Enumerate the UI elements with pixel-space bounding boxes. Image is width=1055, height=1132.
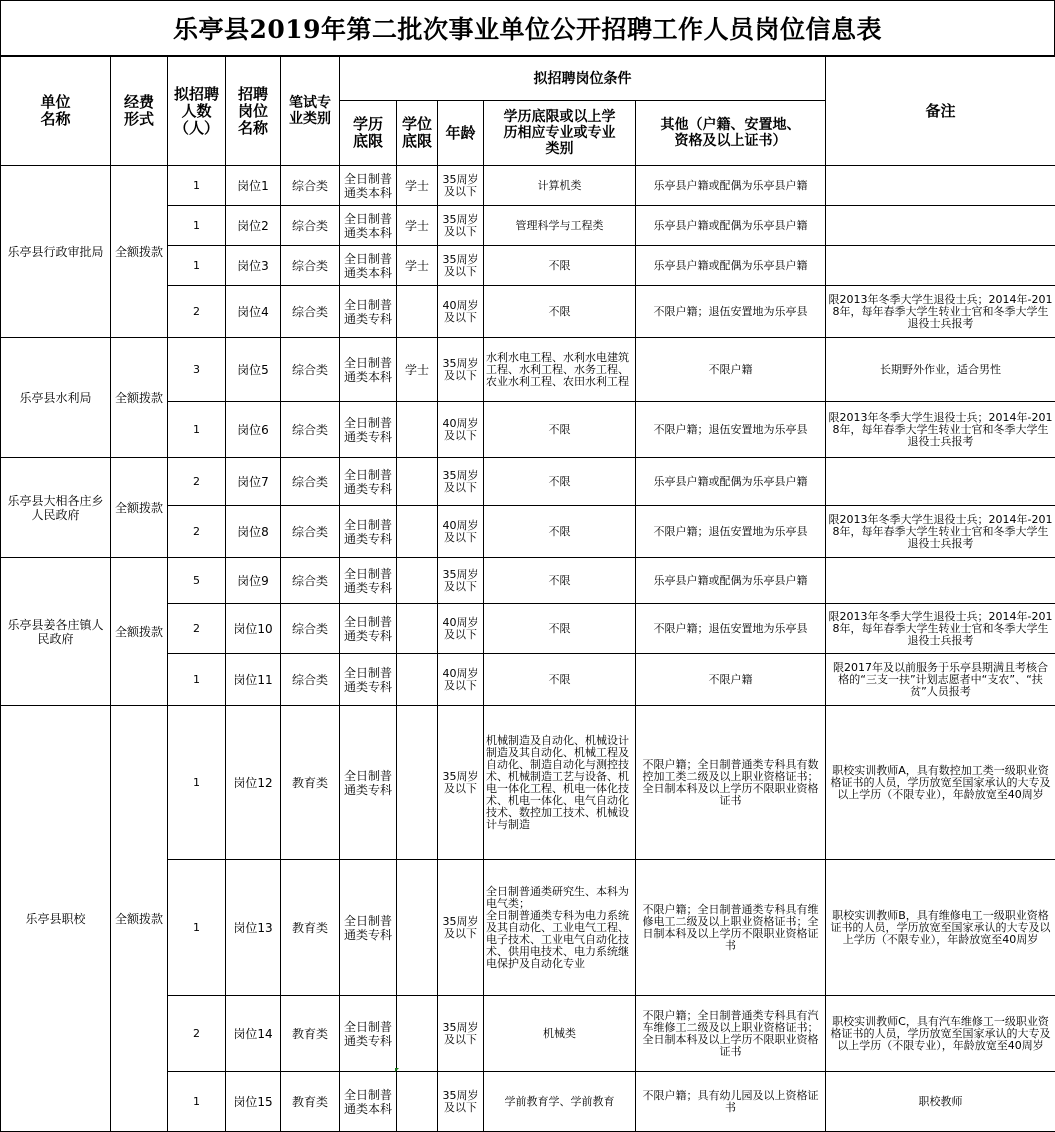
remark-cell: 职校实训教师C，具有汽车维修工一级职业资格证书的人员，学历放宽至国家承认的大专及以上学历（不限专业），年龄放宽至40周岁 [826,996,1055,1072]
other-cell: 不限户籍；全日制普通类专科具有维修电工二级及以上职业资格证书；全日制本科及以上学历不限职业资格证书 [636,860,826,996]
unit-name-cell: 乐亭县行政审批局 [1,166,111,338]
edu-cell: 全日制普通类本科 [340,338,397,402]
position-cell: 岗位4 [226,286,281,338]
remark-cell: 限2013年冬季大学生退役士兵；2014年-2018年，每年春季大学生转业士官和冬季大学生退役士兵报考 [826,286,1055,338]
count-cell: 1 [168,166,226,206]
remark-cell: 限2013年冬季大学生退役士兵；2014年-2018年，每年春季大学生转业士官和冬季大学生退役士兵报考 [826,604,1055,654]
other-cell: 乐亭县户籍或配偶为乐亭县户籍 [636,166,826,206]
funding-cell: 全额拨款 [111,338,168,458]
exam-cell: 综合类 [281,206,340,246]
header-unit: 单位 名称 [1,57,111,166]
major-cell: 管理科学与工程类 [484,206,636,246]
other-cell: 不限户籍；全日制普通类专科具有汽车维修工二级及以上职业资格证书；全日制本科及以上学历不限职业资格证书 [636,996,826,1072]
funding-cell: 全额拨款 [111,706,168,1132]
major-cell: 水利水电工程、水利水电建筑工程、水利工程、水务工程、农业水利工程、农田水利工程 [484,338,636,402]
table-row [1,338,1055,402]
remark-cell: 限2013年冬季大学生退役士兵；2014年-2018年，每年春季大学生转业士官和冬季大学生退役士兵报考 [826,402,1055,458]
degree-cell: 学士 [397,206,438,246]
degree-cell: 学士 [397,338,438,402]
other-cell: 不限户籍；退伍安置地为乐亭县 [636,402,826,458]
header-funding: 经费 形式 [111,57,168,166]
degree-cell: 学士 [397,166,438,206]
exam-cell: 综合类 [281,338,340,402]
count-cell: 1 [168,654,226,706]
header-conditions: 拟招聘岗位条件 [340,57,826,101]
count-cell: 2 [168,506,226,558]
edu-cell: 全日制普通类专科 [340,506,397,558]
edu-cell: 全日制普通类专科 [340,996,397,1072]
remark-cell: 限2013年冬季大学生退役士兵；2014年-2018年，每年春季大学生转业士官和冬季大学生退役士兵报考 [826,506,1055,558]
unit-name-cell: 乐亭县职校 [1,706,111,1132]
header-remark: 备注 [826,57,1055,166]
major-cell: 不限 [484,558,636,604]
age-cell: 35周岁及以下 [438,246,484,286]
header-count: 拟招聘 人数 （人） [168,57,226,166]
remark-cell: 职校实训教师A，具有数控加工类一级职业资格证书的人员，学历放宽至国家承认的大专及以上学历（不限专业），年龄放宽至40周岁 [826,706,1055,860]
exam-cell: 综合类 [281,654,340,706]
degree-cell [397,706,438,860]
edu-cell: 全日制普通类专科 [340,860,397,996]
table-row [1,458,1055,506]
exam-cell: 综合类 [281,402,340,458]
table-row [1,558,1055,604]
header-age: 年龄 [438,101,484,166]
count-cell: 1 [168,1072,226,1132]
major-cell: 全日制普通类研究生、本科为电气类； 全日制普通类专科为电力系统及其自动化、工业电气工程、电子技术、工业电气自动化技术、供用电技术、电力系统继电保护及自动化专业 [484,860,636,996]
edu-cell: 全日制普通类专科 [340,654,397,706]
table-row [1,706,1055,860]
remark-cell [826,558,1055,604]
count-cell: 2 [168,458,226,506]
position-cell: 岗位9 [226,558,281,604]
count-cell: 2 [168,604,226,654]
degree-cell [397,286,438,338]
age-cell: 40周岁及以下 [438,506,484,558]
other-cell: 不限户籍 [636,654,826,706]
table-row [1,166,1055,206]
position-cell: 岗位6 [226,402,281,458]
remark-cell [826,166,1055,206]
edu-cell: 全日制普通类本科 [340,206,397,246]
other-cell: 不限户籍；退伍安置地为乐亭县 [636,506,826,558]
unit-name-cell: 乐亭县大相各庄乡人民政府 [1,458,111,558]
unit-name-cell: 乐亭县姜各庄镇人民政府 [1,558,111,706]
count-cell: 5 [168,558,226,604]
major-cell: 机械制造及自动化、机械设计制造及其自动化、机械工程及自动化、制造自动化与测控技术、机械制造工艺与设备、机电一体化工程、机电一体化技术、机电一体化、电气自动化技术、数控加工技术、机械设计与制造 [484,706,636,860]
age-cell: 35周岁及以下 [438,338,484,402]
exam-cell: 综合类 [281,166,340,206]
other-cell: 不限户籍；全日制普通类专科具有数控加工类二级及以上职业资格证书；全日制本科及以上学历不限职业资格证书 [636,706,826,860]
count-cell: 1 [168,860,226,996]
degree-cell [397,558,438,604]
major-cell: 机械类 [484,996,636,1072]
exam-cell: 综合类 [281,286,340,338]
age-cell: 40周岁及以下 [438,402,484,458]
age-cell: 40周岁及以下 [438,604,484,654]
position-cell: 岗位15 [226,1072,281,1132]
header-other: 其他（户籍、安置地、 资格及以上证书） [636,101,826,166]
edu-cell: 全日制普通类专科 [340,558,397,604]
age-cell: 35周岁及以下 [438,706,484,860]
degree-cell [397,860,438,996]
age-cell: 40周岁及以下 [438,654,484,706]
exam-cell: 教育类 [281,1072,340,1132]
exam-cell: 综合类 [281,604,340,654]
funding-cell: 全额拨款 [111,458,168,558]
edu-cell: 全日制普通类专科 [340,286,397,338]
header-position: 招聘 岗位 名称 [226,57,281,166]
count-cell: 3 [168,338,226,402]
major-cell: 计算机类 [484,166,636,206]
age-cell: 35周岁及以下 [438,558,484,604]
edu-cell: 全日制普通类专科 [340,402,397,458]
count-cell: 1 [168,246,226,286]
degree-cell [397,402,438,458]
major-cell: 不限 [484,246,636,286]
edu-cell: 全日制普通类专科 [340,458,397,506]
edu-cell: 全日制普通类专科 [340,706,397,860]
count-cell: 1 [168,206,226,246]
remark-cell: 长期野外作业，适合男性 [826,338,1055,402]
position-cell: 岗位1 [226,166,281,206]
funding-cell: 全额拨款 [111,558,168,706]
major-cell: 不限 [484,402,636,458]
position-cell: 岗位2 [226,206,281,246]
degree-cell: 学士 [397,246,438,286]
degree-cell [397,604,438,654]
header-degree: 学位 底限 [397,101,438,166]
count-cell: 1 [168,706,226,860]
edu-cell: 全日制普通类本科 [340,166,397,206]
major-cell: 学前教育学、学前教育 [484,1072,636,1132]
remark-cell [826,246,1055,286]
degree-cell [397,506,438,558]
exam-cell: 综合类 [281,458,340,506]
position-cell: 岗位7 [226,458,281,506]
other-cell: 乐亭县户籍或配偶为乐亭县户籍 [636,458,826,506]
age-cell: 35周岁及以下 [438,860,484,996]
exam-cell: 综合类 [281,246,340,286]
exam-cell: 教育类 [281,860,340,996]
exam-cell: 教育类 [281,706,340,860]
other-cell: 不限户籍；退伍安置地为乐亭县 [636,286,826,338]
major-cell: 不限 [484,458,636,506]
major-cell: 不限 [484,506,636,558]
position-cell: 岗位13 [226,860,281,996]
edu-cell: 全日制普通类本科 [340,1072,397,1132]
position-cell: 岗位3 [226,246,281,286]
other-cell: 不限户籍；具有幼儿园及以上资格证书 [636,1072,826,1132]
position-cell: 岗位14 [226,996,281,1072]
remark-cell [826,206,1055,246]
major-cell: 不限 [484,604,636,654]
age-cell: 35周岁及以下 [438,996,484,1072]
remark-cell: 职校实训教师B，具有维修电工一级职业资格证书的人员，学历放宽至国家承认的大专及以上学历（不限专业），年龄放宽至40周岁 [826,860,1055,996]
degree-cell [397,458,438,506]
age-cell: 35周岁及以下 [438,206,484,246]
exam-cell: 综合类 [281,506,340,558]
remark-cell: 职校教师 [826,1072,1055,1132]
other-cell: 不限户籍 [636,338,826,402]
age-cell: 35周岁及以下 [438,458,484,506]
remark-cell [826,458,1055,506]
age-cell: 35周岁及以下 [438,166,484,206]
other-cell: 乐亭县户籍或配偶为乐亭县户籍 [636,206,826,246]
edu-cell: 全日制普通类专科 [340,604,397,654]
position-cell: 岗位8 [226,506,281,558]
header-row [1,57,1055,101]
position-cell: 岗位11 [226,654,281,706]
edu-cell: 全日制普通类本科 [340,246,397,286]
age-cell: 35周岁及以下 [438,1072,484,1132]
cell-corner-mark [395,1068,399,1072]
position-cell: 岗位5 [226,338,281,402]
position-cell: 岗位10 [226,604,281,654]
funding-cell: 全额拨款 [111,166,168,338]
degree-cell [397,996,438,1072]
exam-cell: 综合类 [281,558,340,604]
other-cell: 乐亭县户籍或配偶为乐亭县户籍 [636,246,826,286]
count-cell: 2 [168,996,226,1072]
remark-cell: 限2017年及以前服务于乐亭县期满且考核合格的“三支一扶”计划志愿者中“支农”、“扶贫”人员报考 [826,654,1055,706]
degree-cell [397,654,438,706]
header-edu: 学历 底限 [340,101,397,166]
major-cell: 不限 [484,654,636,706]
other-cell: 不限户籍；退伍安置地为乐亭县 [636,604,826,654]
major-cell: 不限 [484,286,636,338]
position-cell: 岗位12 [226,706,281,860]
header-exam: 笔试专 业类别 [281,57,340,166]
positions-table [0,56,1055,1132]
count-cell: 2 [168,286,226,338]
header-major: 学历底限或以上学 历相应专业或专业 类别 [484,101,636,166]
page-title: 乐亭县2019年第二批次事业单位公开招聘工作人员岗位信息表 [0,0,1055,56]
unit-name-cell: 乐亭县水利局 [1,338,111,458]
count-cell: 1 [168,402,226,458]
age-cell: 40周岁及以下 [438,286,484,338]
degree-cell [397,1072,438,1132]
exam-cell: 教育类 [281,996,340,1072]
other-cell: 乐亭县户籍或配偶为乐亭县户籍 [636,558,826,604]
